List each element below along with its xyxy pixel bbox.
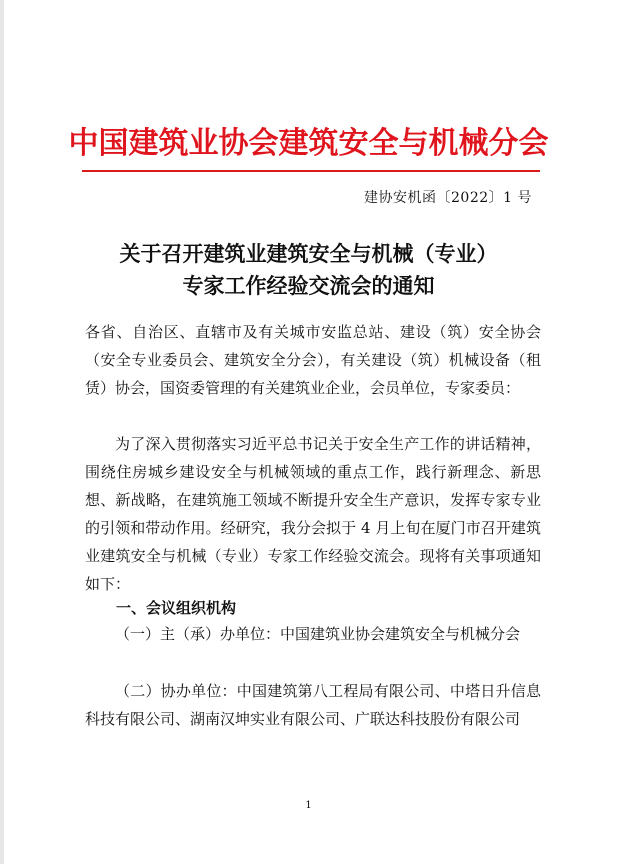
addressee-paragraph: 各省、自治区、直辖市及有关城市安监总站、建设（筑）安全协会（安全专业委员会、建筑安全分会），有关建设（筑）机械设备（租赁）协会，国资委管理的有关建筑业企业，会员单位，专家委员： <box>85 323 541 397</box>
intro-paragraph: 为了深入贯彻落实习近平总书记关于安全生产工作的讲话精神，围绕住房城乡建设安全与机械领域的重点工作，践行新理念、新思想、新战略，在建筑施工领域不断提升安全生产意识，发挥专家专业的引领和带动作用。经研究，我分会拟于 4 月上旬在厦门市召开建筑业建筑安全与机械（专业）专家工作经验交流会。现将有关事项通知如下： <box>85 435 541 593</box>
document-number: 建协安机函〔2022〕1 号 <box>364 190 532 206</box>
organizer-item: （一）主（承）办单位：中国建筑业协会建筑安全与机械分会 <box>115 625 521 643</box>
organization-letterhead: 中国建筑业协会建筑安全与机械分会 <box>68 126 549 161</box>
letterhead-red-rule <box>82 170 540 172</box>
document-title-line-1: 关于召开建筑业建筑安全与机械（专业） <box>119 242 498 266</box>
co-organizer-item: （二）协办单位：中国建筑第八工程局有限公司、中塔日升信息科技有限公司、湖南汉坤实业有限公司、广联达科技股份有限公司 <box>85 682 541 728</box>
section-heading-organization: 一、会议组织机构 <box>116 599 237 617</box>
document-title-line-2: 专家工作经验交流会的通知 <box>182 274 435 298</box>
page-number: 1 <box>305 800 312 811</box>
